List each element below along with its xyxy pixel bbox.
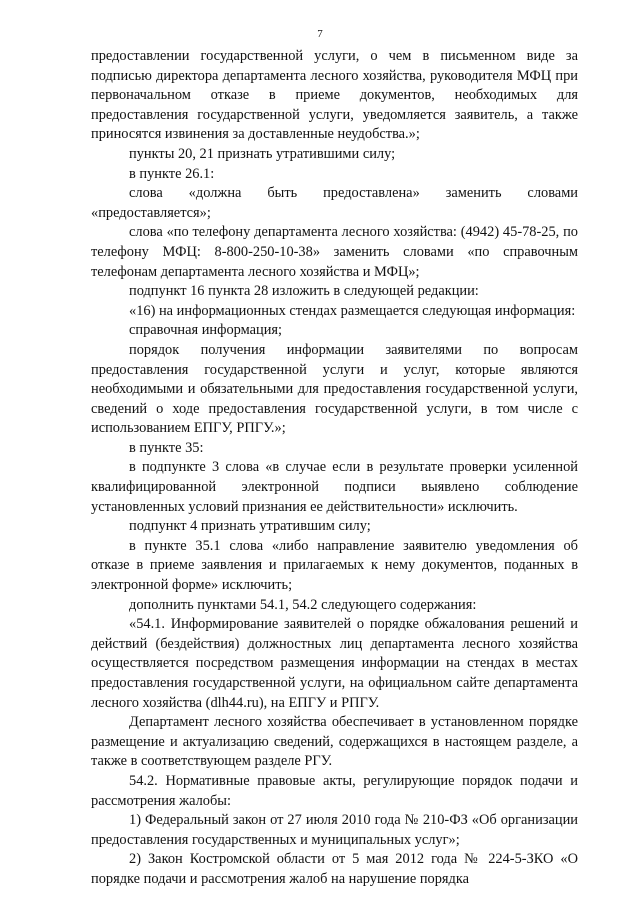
- paragraph: в пункте 26.1:: [129, 165, 215, 182]
- paragraph: дополнить пунктами 54.1, 54.2 следующего содержания:: [129, 596, 477, 613]
- paragraph: в пункте 35:: [129, 439, 204, 456]
- paragraph: 2) Закон Костромской области от 5 мая 2012 года № 224-5-ЗКО «О порядке подачи и рассмотрения жалоб на нарушение порядка: [91, 851, 578, 887]
- page-number: 7: [317, 28, 323, 40]
- paragraph: Департамент лесного хозяйства обеспечивает в установленном порядке размещение и актуализацию сведений, содержащихся в настоящем разделе, а также в соответствующем разделе РГУ.: [91, 714, 578, 770]
- paragraph: порядок получения информации заявителями по вопросам предоставления государственной услуги и услуг, которые являются необходимыми и обязательными для предоставления государственной услуги, сведений о ходе предоставления государственной услуги, в том числе с использованием ЕПГУ, РПГУ.»;: [91, 341, 578, 437]
- paragraph: справочная информация;: [129, 322, 283, 339]
- paragraph: предоставлении государственной услуги, о чем в письменном виде за подписью директора департамента лесного хозяйства, руководителя МФЦ при первоначальном отказе в приеме документов, необходимых для предоставления государственной услуги, уведомляется заявитель, а также приносятся извинения за доставленные неудобства.»;: [91, 48, 578, 143]
- paragraph: «54.1. Информирование заявителей о порядке обжалования решений и действий (бездействия) должностных лиц департамента лесного хозяйства осуществляется посредством размещения информации на стендах в местах предоставления государственной услуги, на официальном сайте департамента лесного хозяйства (dlh44.ru), на ЕПГУ и РПГУ.: [91, 616, 578, 711]
- paragraph: в пункте 35.1 слова «либо направление заявителю уведомления об отказе в приеме заявления и прилагаемых к нему документов, поданных в электронной форме» исключить;: [91, 537, 578, 594]
- paragraph: пункты 20, 21 признать утратившими силу;: [129, 145, 396, 162]
- paragraph: в подпункте 3 слова «в случае если в результате проверки усиленной квалифицированной электронной подписи выявлено соблюдение установленных условий признания ее действительности» исключить.: [91, 459, 578, 515]
- paragraph: подпункт 4 признать утратившим силу;: [129, 518, 371, 535]
- paragraph: слова «должна быть предоставлена» заменить словами «предоставляется»;: [91, 185, 578, 221]
- paragraph: подпункт 16 пункта 28 изложить в следующей редакции:: [129, 283, 479, 300]
- paragraph: «16) на информационных стендах размещается следующая информация:: [129, 302, 576, 319]
- paragraph: 54.2. Нормативные правовые акты, регулирующие порядок подачи и рассмотрения жалобы:: [91, 772, 578, 809]
- paragraph: слова «по телефону департамента лесного хозяйства: (4942) 45-78-25, по телефону МФЦ: 8-800-250-10-38» заменить словами «по справочным телефонам департамента лесного хозяйства и МФЦ»;: [91, 224, 578, 280]
- document-body: [91, 47, 578, 890]
- paragraph: 1) Федеральный закон от 27 июля 2010 года № 210-ФЗ «Об организации предоставления государственных и муниципальных услуг»;: [91, 812, 578, 848]
